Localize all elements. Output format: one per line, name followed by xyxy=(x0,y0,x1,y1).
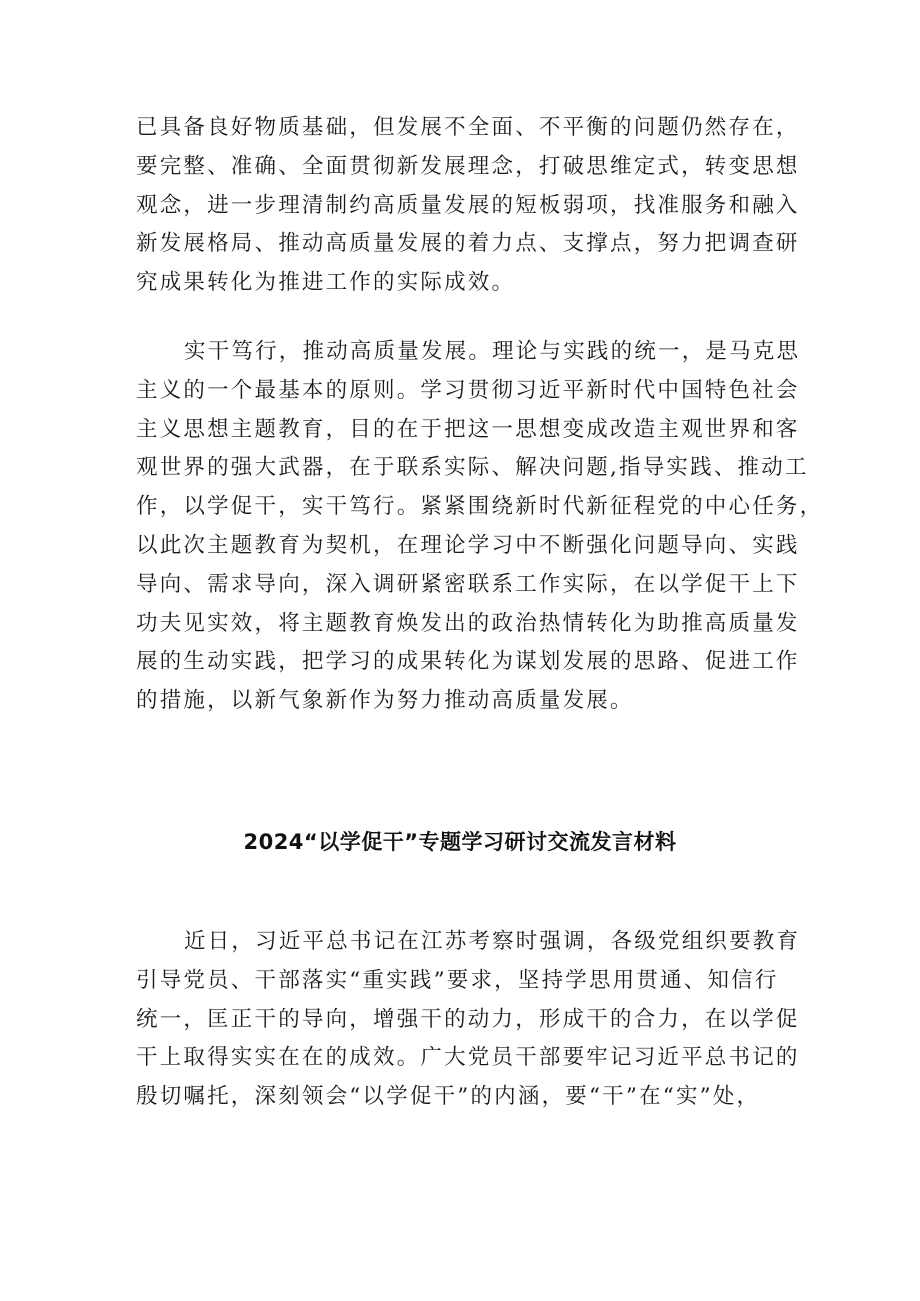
text-line: 作，以学促干，实干笃行。紧紧围绕新时代新征程党的中心任务， xyxy=(136,494,824,520)
paragraph-continued xyxy=(136,109,800,303)
text-line: 实干笃行，推动高质量发展。理论与实践的统一，是马克思 xyxy=(184,339,801,364)
text-line: 观念，进一步理清制约高质量发展的短板弱项，找准服务和融入 xyxy=(136,192,800,218)
text-line: 引导党员、干部落实“重实践”要求，坚持学思用贯通、知信行 xyxy=(136,967,779,993)
text-line: 的措施，以新气象新作为努力推动高质量发展。 xyxy=(136,688,634,714)
text-line: 主义思想主题教育，目的在于把这一思想变成改造主观世界和客 xyxy=(136,416,800,442)
text-line: 干上取得实实在在的成效。广大党员干部要牢记习近平总书记的 xyxy=(136,1045,800,1071)
paragraph-practice xyxy=(136,333,824,721)
text-line: 已具备良好物质基础，但发展不全面、不平衡的问题仍然存在， xyxy=(136,115,800,140)
text-line: 要完整、准确、全面贯彻新发展理念，打破思维定式，转变思想 xyxy=(136,153,800,179)
text-line: 近日，习近平总书记在江苏考察时强调，各级党组织要教育 xyxy=(184,929,801,954)
text-line: 功夫见实效，将主题教育焕发出的政治热情转化为助推高质量发 xyxy=(136,610,800,636)
text-line: 统一，匡正干的导向，增强干的动力，形成干的合力，在以学促 xyxy=(136,1006,800,1032)
text-line: 主义的一个最基本的原则。学习贯彻习近平新时代中国特色社会 xyxy=(136,377,800,403)
text-line: 新发展格局、推动高质量发展的着力点、支撑点，努力把调查研 xyxy=(136,231,800,257)
text-line: 展的生动实践，把学习的成果转化为谋划发展的思路、促进工作 xyxy=(136,649,800,675)
text-line: 殷切嘱托，深刻领会“以学促干”的内涵，要“干”在“实”处， xyxy=(136,1084,761,1110)
text-line: 究成果转化为推进工作的实际成效。 xyxy=(136,270,516,296)
text-line: 导向、需求导向，深入调研紧密联系工作实际，在以学促干上下 xyxy=(136,571,800,597)
section-heading: 2024“以学促干”专题学习研讨交流发言材料 xyxy=(243,830,677,854)
text-line: 以此次主题教育为契机，在理论学习中不断强化问题导向、实践 xyxy=(136,532,800,558)
paragraph-intro xyxy=(136,923,801,1117)
text-line: 观世界的强大武器，在于联系实际、解决问题,指导实践、推动工 xyxy=(136,455,809,481)
